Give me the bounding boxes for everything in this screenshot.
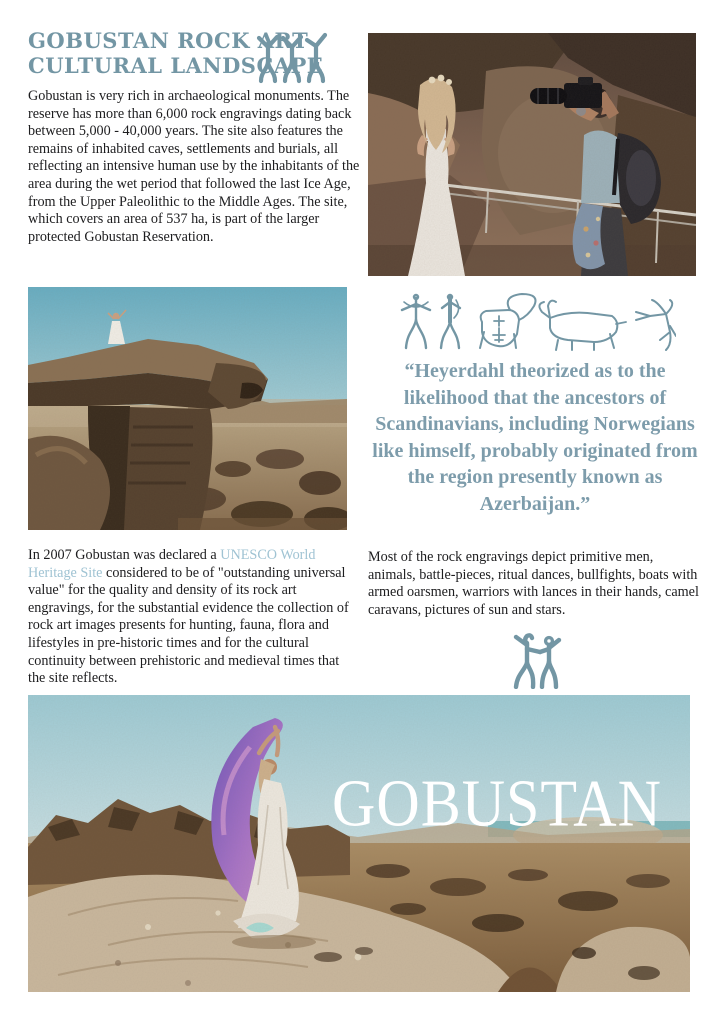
photo-bride-and-photographer — [368, 33, 696, 276]
hunters-ibex-bull-petroglyph-band-icon — [398, 292, 676, 352]
photo-woman-on-cliff — [28, 287, 347, 530]
heyerdahl-quote: “Heyerdahl theorized as to the likelihood that the ancestors of Scandinavians, including Norwegians like himself, probably originated from the region presently known as Azerbaijan.” — [372, 360, 698, 515]
unesco-world-heritage-link[interactable]: UNESCO World Heritage Site — [28, 547, 316, 581]
hero-photo-illustration — [28, 695, 690, 992]
intro-paragraph: Gobustan is very rich in archaeological monuments. The reserve has more than 6,000 rock engravings dating back between 5,000 - 40,000 years. The site also features the remains of inhabited caves, settlements and burials, all reflecting an intensive human use by the inhabitants of the area during the wet period that followed the last Ice Age, from the Upper Paleolithic to the Middle Ages. The site, which covers an area of 537 ha, is part of the larger protected Gobustan Reservation. — [28, 88, 360, 245]
hero-caption: GOBUSTAN — [332, 766, 662, 841]
photo-hero-gobustan — [28, 695, 690, 992]
page-title-line2: CULTURAL LANDSCAPE — [28, 53, 324, 78]
three-dancers-petroglyph-icon — [255, 32, 329, 84]
bride-photo-illustration — [368, 33, 696, 276]
engravings-paragraph: Most of the rock engravings depict primitive men, animals, battle-pieces, ritual dances, bullfights, boats with armed oarsmen, warriors with lances in their hands, camel caravans, pictures of sun and stars. — [368, 549, 699, 618]
unesco-paragraph — [28, 547, 360, 688]
unesco-text-after: considered to be of "outstanding universal value" for the quality and density of its rock art engravings, for the substantial evidence the collection of rock art images presents for hunting, fauna, flora and lifestyles in pre-historic times and for the cultural continuity between prehistoric and medieval times that the site reflects. — [28, 564, 349, 687]
page-title-line1: GOBUSTAN ROCK ART — [28, 28, 309, 53]
two-dancers-petroglyph-icon — [509, 629, 563, 689]
cliff-photo-illustration — [28, 287, 347, 530]
unesco-text-before: In 2007 Gobustan was declared a — [28, 547, 221, 563]
